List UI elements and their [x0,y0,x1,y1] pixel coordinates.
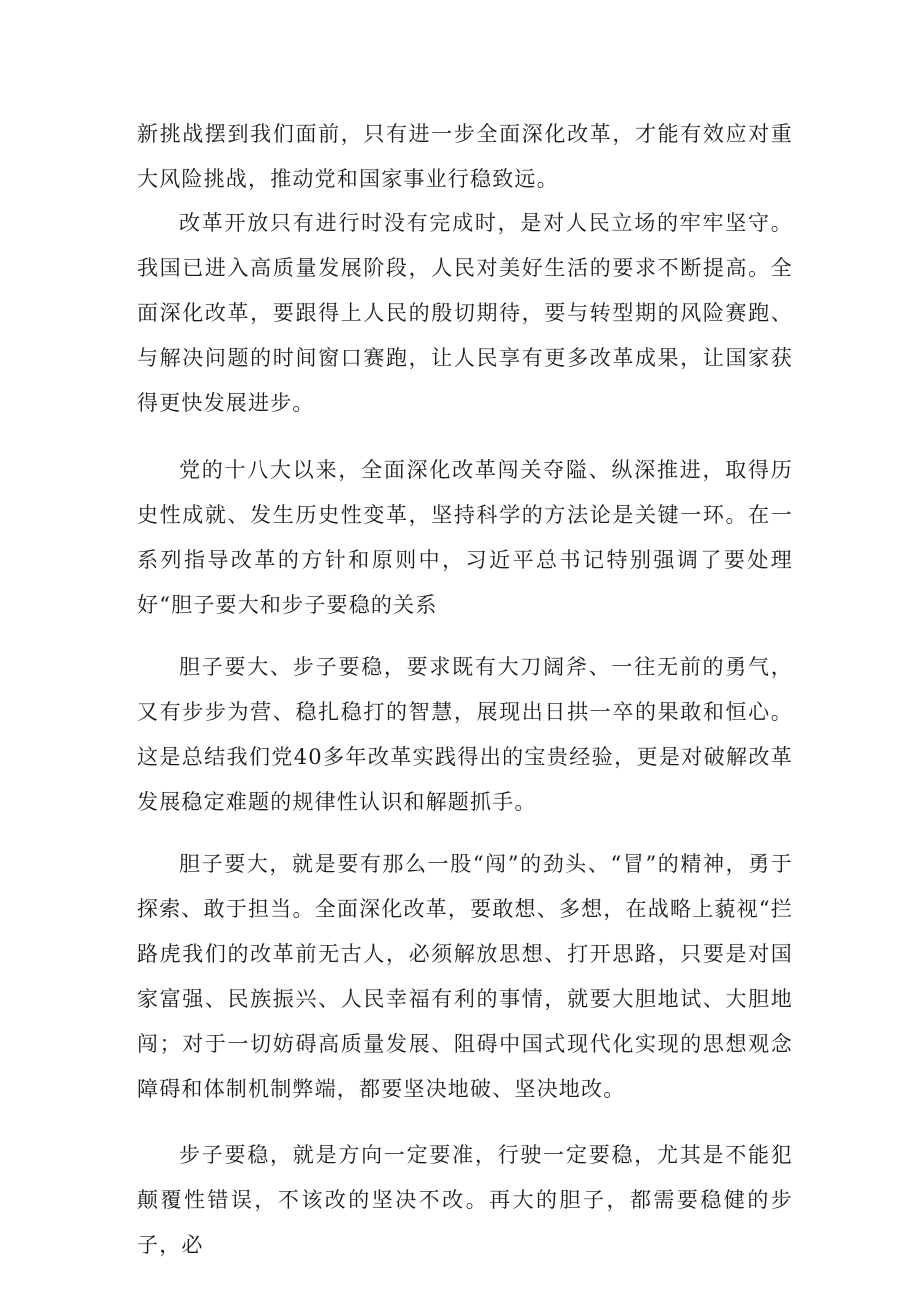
paragraph-courage-and-steadiness: 胆子要大、步子要稳，要求既有大刀阔斧、一往无前的勇气，又有步步为营、稳扎稳打的智慧，展现出日拱一卒的果敢和恒心。这是总结我们党40多年改革实践得出的宝贵经验，更是对破解改革发展稳定难题的规律性认识和解题抓手。 [137,655,793,814]
paragraph-eighteenth-congress: 党的十八大以来，全面深化改革闯关夺隘、纵深推进，取得历史性成就、发生历史性变革，坚持科学的方法论是关键一环。在一系列指导改革的方针和原则中，习近平总书记特别强调了要处理好“胆子要大和步子要稳的关系 [137,458,793,617]
paragraph-continuation: 新挑战摆到我们面前，只有进一步全面深化改革，才能有效应对重大风险挑战，推动党和国家事业行稳致远。 [137,122,793,191]
paragraph-steady-steps: 步子要稳，就是方向一定要准，行驶一定要稳，尤其是不能犯颠覆性错误，不该改的坚决不改。再大的胆子，都需要稳健的步子，必 [137,1143,793,1257]
paragraph-bold-courage: 胆子要大，就是要有那么一股“闯”的劲头、“冒”的精神，勇于探索、敢于担当。全面深化改革，要敢想、多想，在战略上藐视“拦路虎我们的改革前无古人，必须解放思想、打开思路，只要是对国家富强、民族振兴、人民幸福有利的事情，就要大胆地试、大胆地闯；对于一切妨碍高质量发展、阻碍中国式现代化实现的思想观念障碍和体制机制弊端，都要坚决地破、坚决地改。 [137,852,793,1101]
paragraph-reform-ongoing: 改革开放只有进行时没有完成时，是对人民立场的牢牢坚守。我国已进入高质量发展阶段，人民对美好生活的要求不断提高。全面深化改革，要跟得上人民的殷切期待，要与转型期的风险赛跑、与解决问题的时间窗口赛跑，让人民享有更多改革成果，让国家获得更快发展进步。 [137,211,793,415]
